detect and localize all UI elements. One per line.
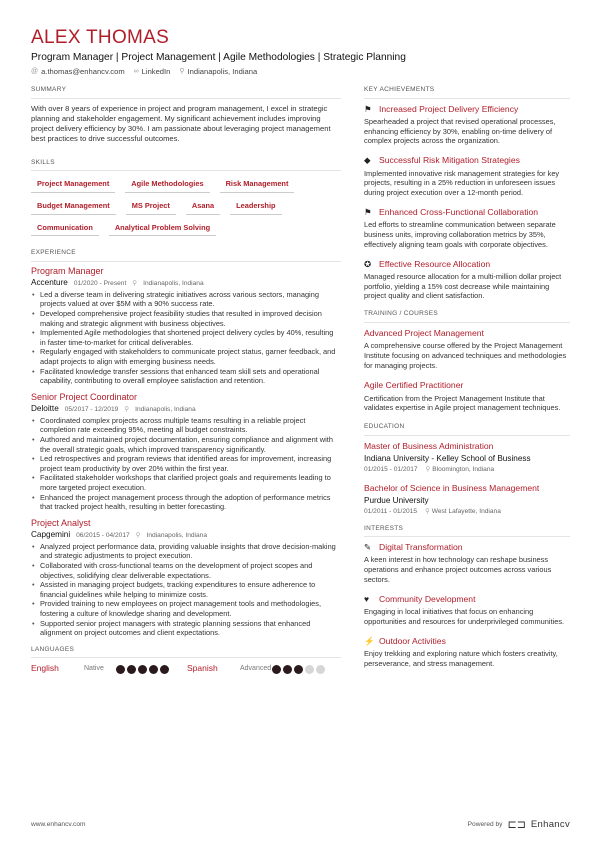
contact-email[interactable]	[31, 67, 125, 77]
training-heading: TRAINING / COURSES	[364, 310, 570, 323]
achievements-section	[364, 86, 570, 301]
heart-icon: ♥	[364, 593, 370, 604]
language-level: Advanced	[240, 665, 272, 673]
training-item	[364, 380, 570, 413]
language-proficiency-dots	[116, 665, 169, 674]
job-title: Program Manager	[31, 266, 104, 277]
interest-title: Outdoor Activities	[379, 635, 446, 646]
achievement-title: Successful Risk Mitigation Strategies	[379, 155, 520, 166]
languages-row	[31, 663, 341, 674]
achievement-title-row	[364, 207, 570, 218]
enhancv-logo-icon: ⊏⊐	[507, 819, 526, 831]
job-bullet: • Provided training to new employees on project management tools and methodologies, fostering a culture of knowledge sharing and development.	[31, 599, 341, 618]
achievement-title: Effective Resource Allocation	[379, 258, 491, 269]
summary-heading: SUMMARY	[31, 86, 341, 99]
job-bullets	[31, 542, 341, 638]
job-bullet: • Enhanced the project management process through the adoption of performance metrics that tracked project health, resulting in better forecasting.	[31, 493, 341, 512]
left-column	[31, 86, 341, 675]
achievement-item	[364, 104, 570, 147]
languages-section	[31, 646, 341, 675]
skill-tag: Budget Management	[31, 198, 116, 215]
training-title: Agile Certified Practitioner	[364, 380, 464, 391]
proficiency-dot	[294, 665, 303, 674]
experience-section	[31, 249, 341, 637]
job-bullet: • Authored and maintained project documentation, ensuring compliance and alignment with the overall strategic goals, which improved transparency significantly.	[31, 435, 341, 454]
job-dates: 05/2017 - 12/2019	[64, 405, 119, 413]
training-description: A comprehensive course offered by the Project Management Institute focusing on advanced techniques and methodologies for managing projects.	[364, 341, 567, 370]
bolt-icon: ⚡	[364, 635, 375, 646]
skill-tag: Agile Methodologies	[125, 176, 209, 193]
candidate-title: Program Manager | Project Management | Agile Methodologies | Strategic Planning	[31, 52, 406, 63]
language-proficiency-dots	[272, 665, 325, 674]
achievement-description: Implemented innovative risk management strategies for key projects, resulting in a 25% reduction in unforeseen issues during project execution over a 12-month period.	[364, 168, 560, 198]
footer-brand	[468, 818, 570, 833]
brand-name: Enhancv	[530, 818, 570, 830]
education-heading: EDUCATION	[364, 423, 570, 436]
achievement-title-row	[364, 155, 570, 166]
education-item	[364, 441, 570, 475]
job-dates: 06/2015 - 04/2017	[76, 531, 130, 539]
candidate-name: ALEX THOMAS	[31, 27, 170, 48]
school-name: Purdue University	[364, 496, 429, 506]
interest-item	[364, 542, 570, 585]
achievement-description: Led efforts to streamline communication between separate business units, improving collaboration metrics by 35%, effectively aligning team goals with corporate objectives.	[364, 220, 556, 249]
achievements-heading: KEY ACHIEVEMENTS	[364, 86, 570, 99]
company-name: Deloitte	[31, 403, 59, 413]
skill-tag: Risk Management	[220, 176, 295, 193]
training-item	[364, 328, 570, 371]
job-entry	[31, 392, 341, 512]
medal-icon: ✪	[364, 258, 372, 269]
linkedin-text: LinkedIn	[141, 67, 171, 76]
job-dates: 01/2020 - Present	[73, 279, 127, 287]
summary-section	[31, 86, 341, 145]
footer	[31, 818, 570, 833]
job-bullet: • Developed comprehensive project feasibility studies that resulted in improved decision making and strategic alignment with business objectives.	[31, 309, 341, 328]
interests-list	[364, 542, 570, 668]
link-icon: ∞	[133, 68, 139, 76]
achievement-description: Spearheaded a project that revised operational processes, enhancing efficiency by 30%, enabling on-time delivery of complex projects across the organization.	[364, 116, 556, 146]
language-name: English	[31, 663, 59, 674]
achievement-item	[364, 259, 570, 302]
location-pin-icon: ⚲	[179, 68, 185, 76]
education-location-wrap	[426, 466, 495, 475]
job-title: Project Analyst	[31, 517, 91, 528]
training-description: Certification from the Project Management Institute that validates expertise in Agile project management techniques.	[364, 393, 561, 413]
job-bullet: • Regularly engaged with stakeholders to communicate project status, garner feedback, and adapt projects to align with emerging business needs.	[31, 347, 341, 366]
training-section	[364, 310, 570, 413]
job-bullets	[31, 416, 341, 512]
training-title: Advanced Project Management	[364, 327, 484, 338]
proficiency-dot	[272, 665, 281, 674]
proficiency-dot	[160, 665, 169, 674]
education-location: West Lafayette, Indiana	[431, 507, 501, 515]
job-meta	[31, 404, 341, 415]
achievement-description: Managed resource allocation for a multi-million dollar project portfolio, yielding a 15% cost decrease while maintaining project quality and client satisfaction.	[364, 271, 562, 301]
job-location: Indianapolis, Indiana	[143, 279, 204, 287]
skills-section	[31, 159, 341, 237]
education-location: Bloomington, Indiana	[432, 465, 495, 473]
education-item	[364, 483, 570, 517]
company-name: Accenture	[31, 277, 68, 287]
jobs-list	[31, 266, 341, 638]
skill-tag: Leadership	[230, 198, 281, 215]
proficiency-dot	[316, 665, 325, 674]
interest-title: Community Development	[379, 593, 476, 604]
achievements-list	[364, 104, 570, 302]
languages-heading: LANGUAGES	[31, 646, 341, 659]
achievement-item	[364, 207, 570, 250]
interest-description: Enjoy trekking and exploring nature which fosters creativity, perseverance, and stress management.	[364, 649, 558, 668]
location-text: Indianapolis, Indiana	[187, 67, 258, 76]
location-pin-icon: ⚲	[124, 405, 130, 413]
location-pin-icon: ⚲	[135, 531, 141, 539]
email-text: a.thomas@enhancv.com	[41, 67, 125, 76]
achievement-title: Enhanced Cross-Functional Collaboration	[379, 206, 539, 217]
interest-item	[364, 594, 570, 627]
location-pin-icon: ⚲	[425, 465, 433, 473]
achievement-title-row	[364, 104, 570, 115]
skills-list	[31, 176, 341, 236]
education-meta	[364, 466, 570, 475]
proficiency-dot	[127, 665, 136, 674]
diamond-icon: ◆	[364, 155, 371, 166]
education-location-wrap	[425, 508, 501, 517]
proficiency-dot	[283, 665, 292, 674]
education-meta	[364, 508, 570, 517]
location-pin-icon: ⚲	[425, 507, 432, 515]
right-column	[364, 86, 570, 678]
contact-bar	[31, 67, 257, 77]
degree-title: Master of Business Administration	[364, 440, 494, 451]
job-bullet: • Implemented Agile methodologies that shortened project delivery cycles by 40%, resulting in faster time-to-market for critical deliverables.	[31, 328, 341, 347]
experience-heading: EXPERIENCE	[31, 249, 341, 262]
contact-linkedin[interactable]	[134, 67, 171, 77]
interest-description: A keen interest in how technology can reshape business operations and enhance project outcomes across various sectors.	[364, 555, 552, 585]
job-bullet: • Led a diverse team in delivering strategic initiatives across various sectors, managing projects valued at over $5M with a 90% success rate.	[31, 290, 341, 309]
skill-tag: Asana	[186, 198, 220, 215]
proficiency-dot	[305, 665, 314, 674]
job-bullet: • Assisted in managing project budgets, tracking expenditures to ensure adherence to financial guidelines while helping to minimize costs.	[31, 580, 341, 599]
job-bullet: • Facilitated knowledge transfer sessions that enhanced team skill sets and operational capability, contributing to overall employee satisfaction and retention.	[31, 367, 341, 386]
job-bullet: • Supported senior project managers with strategic planning sessions that enhanced alignment on project outcomes and client expectations.	[31, 619, 341, 638]
interests-section	[364, 525, 570, 669]
skill-tag: MS Project	[126, 198, 176, 215]
skill-tag: Communication	[31, 220, 99, 237]
language-level: Native	[84, 665, 104, 673]
education-section	[364, 423, 570, 516]
proficiency-dot	[149, 665, 158, 674]
achievement-title: Increased Project Delivery Efficiency	[379, 103, 519, 114]
interests-heading: INTERESTS	[364, 525, 570, 538]
degree-title: Bachelor of Science in Business Management	[364, 482, 540, 493]
skills-heading: SKILLS	[31, 159, 341, 172]
job-title: Senior Project Coordinator	[31, 391, 138, 402]
school-name: Indiana University - Kelley School of Business	[364, 454, 531, 464]
interest-title-row	[364, 542, 570, 553]
contact-location	[179, 67, 257, 77]
company-name: Capgemini	[31, 529, 71, 539]
at-icon: @	[31, 68, 39, 76]
powered-by-text: Powered by	[467, 820, 503, 828]
job-meta	[31, 530, 341, 541]
summary-text: With over 8 years of experience in project and program management, I excel in strategic planning and stakeholder engagement. My significant achievement includes improving project delivery efficiency by 30%. I am passionate about leveraging project management best practices to drive successful outcomes.	[31, 103, 331, 144]
proficiency-dot	[116, 665, 125, 674]
location-pin-icon: ⚲	[132, 279, 138, 287]
skill-tag: Analytical Problem Solving	[109, 220, 216, 237]
job-entry	[31, 266, 341, 386]
education-dates: 01/2011 - 01/2015	[364, 507, 418, 515]
job-bullet: • Coordinated complex projects across multiple teams resulting in a reliable project completion rate exceeding 95%, meeting all budget constraints.	[31, 416, 341, 435]
achievement-title-row	[364, 259, 570, 270]
job-location: Indianapolis, Indiana	[146, 531, 208, 539]
training-list	[364, 328, 570, 414]
job-bullet: • Facilitated stakeholder workshops that clarified project goals and requirements leading to more targeted project execution.	[31, 473, 341, 492]
education-list	[364, 441, 570, 517]
interest-title-row	[364, 594, 570, 605]
flag-icon: ⚑	[364, 206, 372, 217]
job-entry	[31, 518, 341, 638]
skill-tag: Project Management	[31, 176, 115, 193]
job-bullets	[31, 290, 341, 386]
language-name: Spanish	[187, 663, 218, 674]
job-meta	[31, 278, 341, 289]
interest-item	[364, 636, 570, 669]
flag-icon: ⚑	[364, 103, 372, 114]
proficiency-dot	[138, 665, 147, 674]
footer-website[interactable]: www.enhancv.com	[31, 820, 86, 828]
education-dates: 01/2015 - 01/2017	[364, 465, 418, 473]
job-location: Indianapolis, Indiana	[135, 405, 196, 413]
achievement-item	[364, 155, 570, 198]
job-bullet: • Led retrospectives and program reviews that identified areas for improvement, increasing project team productivity by over 20% within the first year.	[31, 454, 341, 473]
interest-title: Digital Transformation	[379, 542, 463, 553]
interest-title-row	[364, 636, 570, 647]
job-bullet: • Collaborated with cross-functional teams on the development of project scopes and objectives, solidifying clear deliverable expectations.	[31, 561, 341, 580]
magic-wand-icon: ✎	[364, 542, 372, 553]
interest-description: Engaging in local initiatives that focus on enhancing opportunities and resources for underprivileged communities.	[364, 607, 565, 626]
job-bullet: • Analyzed project performance data, providing valuable insights that drove decision-making and strategic adjustments to project execution.	[31, 542, 341, 561]
